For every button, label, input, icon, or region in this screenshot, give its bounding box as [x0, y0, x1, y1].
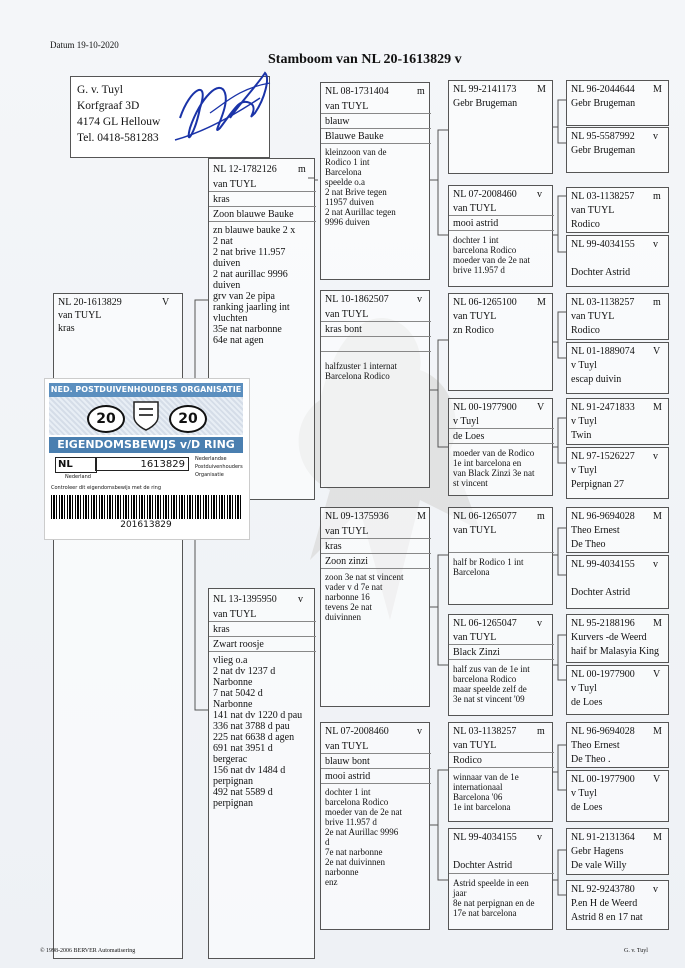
- grandparent-box-2: NL 10-1862507 v van TUYL kras bont halfzuster 1 internat Barcelona Rodico: [320, 290, 430, 488]
- gggp-line3: De Theo .: [571, 754, 611, 765]
- father-sex: m: [298, 164, 306, 175]
- ggp-box-6: NL 06-1265047 v van TUYL Black Zinzi half zus van de 1e int barcelona Rodico maar speelde zelf de 3e nat st vincent '09: [448, 614, 553, 716]
- gggp-sex: M: [653, 84, 662, 95]
- owner-city: 4174 GL Hellouw: [77, 116, 161, 128]
- gggp-line3: de Loes: [571, 802, 603, 813]
- gggp-line2: v Tuyl: [571, 788, 597, 799]
- gggp-sex: v: [653, 451, 658, 462]
- gggp-line3: escap duivin: [571, 374, 622, 385]
- owner-phone: Tel. 0418-581283: [77, 132, 159, 144]
- footer-right: G. v. Tuyl: [624, 948, 648, 954]
- gggp-sex: v: [653, 131, 658, 142]
- gggp-line2: Kurvers -de Weerd: [571, 632, 647, 643]
- barcode-text: 201613829: [120, 520, 172, 530]
- gggp-sex: M: [653, 726, 662, 737]
- gggp-ring: NL 95-5587992: [571, 131, 635, 142]
- mother-name: Zwart roosje: [213, 639, 264, 650]
- crest-icon: [131, 399, 161, 433]
- year-right: 20: [169, 405, 207, 433]
- gggp-line2: Theo Ernest: [571, 740, 620, 751]
- mother-ring: NL 13-1395950: [213, 594, 277, 605]
- ggp-box-3: NL 06-1265100 M van TUYL zn Rodico: [448, 293, 553, 391]
- mother-color: kras: [213, 624, 230, 635]
- father-breeder: van TUYL: [213, 179, 257, 190]
- gggp-ring: NL 97-1526227: [571, 451, 635, 462]
- gggp-line3: Dochter Astrid: [571, 587, 631, 598]
- gggp-ring: NL 99-4034155: [571, 239, 635, 250]
- gggp-ring: NL 91-2471833: [571, 402, 635, 413]
- gggp-ring: NL 03-1138257: [571, 191, 635, 202]
- gggp-ring: NL 96-2044644: [571, 84, 635, 95]
- card-title: EIGENDOMSBEWIJS v/D RING: [49, 437, 243, 453]
- gggp-ring: NL 00-1977900: [571, 774, 635, 785]
- gggp-ring: NL 92-9243780: [571, 884, 635, 895]
- gggp-sex: M: [653, 618, 662, 629]
- gggp-line2: van TUYL: [571, 311, 615, 322]
- father-box: NL 12-1782126 m van TUYL kras Zoon blauwe Bauke zn blauwe bauke 2 x 2 nat 2 nat brive 11.957 duiven 2 nat aurillac 9996 duiven grv van 2e pipa ranking jaarling int vluchten 35e nat narbonne 64e nat agen: [208, 158, 315, 500]
- mother-box: NL 13-1395950 v van TUYL kras Zwart roosje vlieg o.a 2 nat dv 1237 d Narbonne 7 nat 5042 d Narbonne 141 nat dv 1220 d pau 336 nat 3788 d pau 225 nat 6638 d agen 691 nat 3951 d bergerac 156 nat dv 1484 d perpignan 492 nat 5589 d perpignan: [208, 588, 315, 959]
- subject-breeder: van TUYL: [58, 310, 102, 321]
- gggp-ring: NL 01-1889074: [571, 346, 635, 357]
- card-side3: Organisatie: [195, 472, 224, 478]
- gggp-line2: Gebr Hagens: [571, 846, 624, 857]
- gggp-sex: m: [653, 297, 661, 308]
- gggp-line3: Perpignan 27: [571, 479, 625, 490]
- gggp-line3: Dochter Astrid: [571, 267, 631, 278]
- ggp-box-5: NL 06-1265077 m van TUYL half br Rodico 1 int Barcelona: [448, 507, 553, 605]
- gggp-line3: Rodico: [571, 219, 600, 230]
- gggp-sex: v: [653, 239, 658, 250]
- gggp-line2: van TUYL: [571, 205, 615, 216]
- gggp-sex: m: [653, 191, 661, 202]
- subject-sex: V: [162, 297, 170, 308]
- gggp-line3: haif br Malasyia King: [571, 646, 660, 657]
- gggp-ring: NL 03-1138257: [571, 297, 635, 308]
- gggp-sex: V: [653, 669, 661, 680]
- card-country-full: Nederland: [65, 474, 91, 480]
- ggp-box-1: NL 99-2141173 M Gebr Brugeman: [448, 80, 553, 174]
- gggp-line3: Rodico: [571, 325, 600, 336]
- gggp-ring: NL 99-4034155: [571, 559, 635, 570]
- gggp-sex: v: [653, 559, 658, 570]
- grandparent-box-1: NL 08-1731404 m van TUYL blauw Blauwe Bauke kleinzoon van de Rodico 1 int Barcelona speelde o.a 2 nat Brive tegen 11957 duiven 2 nat Aurillac tegen 9996 duiven: [320, 82, 430, 280]
- gggp-line2: Gebr Brugeman: [571, 98, 636, 109]
- card-side2: Postduivenhouders: [195, 464, 243, 470]
- gggp-line2: v Tuyl: [571, 465, 597, 476]
- card-number: 1613829: [95, 457, 189, 471]
- card-country: NL: [55, 457, 97, 473]
- ggp-box-7: NL 03-1138257 m van TUYL Rodico winnaar van de 1e internationaal Barcelona '06 1e int barcelona: [448, 722, 553, 822]
- owner-street: Korfgraaf 3D: [77, 100, 140, 112]
- gggp-line2: v Tuyl: [571, 416, 597, 427]
- page-title: Stamboom van NL 20-1613829 v: [268, 52, 462, 67]
- gggp-ring: NL 91-2131364: [571, 832, 635, 843]
- gggp-sex: M: [653, 832, 662, 843]
- gggp-ring: NL 95-2188196: [571, 618, 635, 629]
- mother-sex: v: [298, 594, 303, 605]
- card-side1: Nederlandse: [195, 456, 227, 462]
- grandparent-box-3: NL 09-1375936 M van TUYL kras Zoon zinzi zoon 3e nat st vincent vader v d 7e nat narbonne 16 tevens 2e nat duivinnen: [320, 507, 430, 707]
- gggp-sex: V: [653, 774, 661, 785]
- gggp-sex: V: [653, 346, 661, 357]
- subject-ring: NL 20-1613829: [58, 297, 122, 308]
- gggp-line3: De Theo: [571, 539, 606, 550]
- ggp-box-8: NL 99-4034155 v Dochter Astrid Astrid speelde in een jaar 8e nat perpignan en de 17e nat barcelona: [448, 828, 553, 930]
- father-ring: NL 12-1782126: [213, 164, 277, 175]
- gggp-line2: v Tuyl: [571, 683, 597, 694]
- grandparent-box-4: NL 07-2008460 v van TUYL blauw bont mooi astrid dochter 1 int barcelona Rodico moeder van de 2e nat brive 11.957 d 2e nat Aurillac 9996 d 7e nat narbonne 2e nat duivinnen narbonne enz: [320, 722, 430, 930]
- father-color: kras: [213, 194, 230, 205]
- ggp-box-2: NL 07-2008460 v van TUYL mooi astrid dochter 1 int barcelona Rodico moeder van de 2e nat brive 11.957 d: [448, 185, 553, 287]
- gggp-line3: de Loes: [571, 697, 603, 708]
- mother-breeder: van TUYL: [213, 609, 257, 620]
- gggp-sex: M: [653, 511, 662, 522]
- gggp-ring: NL 00-1977900: [571, 669, 635, 680]
- gggp-line3: Twin: [571, 430, 592, 441]
- gggp-ring: NL 96-9694028: [571, 511, 635, 522]
- gggp-ring: NL 96-9694028: [571, 726, 635, 737]
- card-org: NED. POSTDUIVENHOUDERS ORGANISATIE: [49, 383, 243, 397]
- barcode: [51, 495, 241, 519]
- card-control: Controleer dit eigendomsbewijs met de ring: [51, 485, 162, 491]
- ggp-box-4: NL 00-1977900 V v Tuyl de Loes moeder van de Rodico 1e int barcelona en van Black Zinzi 3e nat st vincent: [448, 398, 553, 496]
- subject-color: kras: [58, 323, 75, 334]
- gggp-sex: M: [653, 402, 662, 413]
- gggp-line2: Gebr Brugeman: [571, 145, 636, 156]
- gggp-line2: Theo Ernest: [571, 525, 620, 536]
- owner-name: G. v. Tuyl: [77, 84, 123, 96]
- gggp-line2: P.en H de Weerd: [571, 898, 638, 909]
- father-name: Zoon blauwe Bauke: [213, 209, 294, 220]
- ring-ownership-card: [44, 378, 250, 540]
- gggp-line2: v Tuyl: [571, 360, 597, 371]
- year-left: 20: [87, 405, 125, 433]
- gggp-line3: Astrid 8 en 17 nat: [571, 912, 643, 923]
- date-label: Datum 19-10-2020: [50, 40, 119, 50]
- gggp-sex: v: [653, 884, 658, 895]
- footer-left: © 1998-2006 BERVER Automatisering: [40, 948, 136, 954]
- gggp-line3: De vale Willy: [571, 860, 627, 871]
